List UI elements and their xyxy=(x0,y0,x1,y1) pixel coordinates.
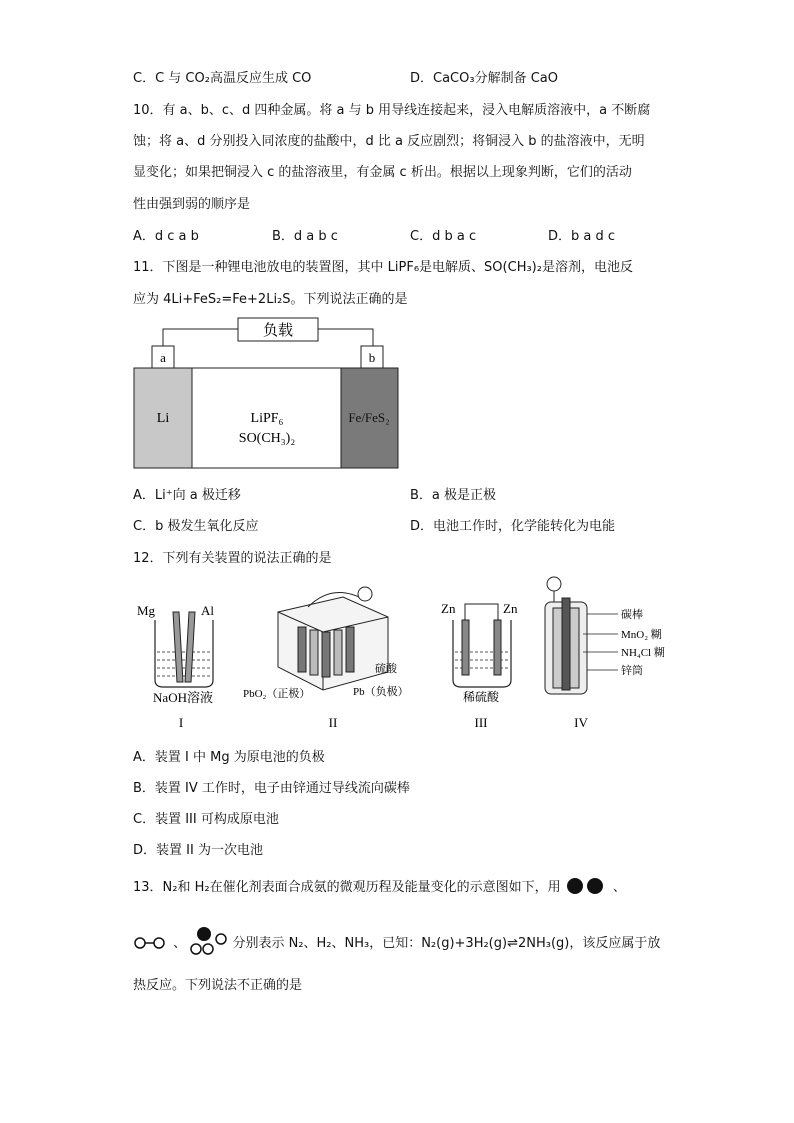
device-ii-label: II xyxy=(328,715,338,730)
device-iii xyxy=(441,601,518,730)
q13-text-1a: 13．N₂和 H₂在催化剂表面合成氨的微观历程及能量变化的示意图如下，用 xyxy=(133,880,561,895)
zn1-label: Zn xyxy=(441,601,456,616)
solvent-label: SO(CH₃)₂ xyxy=(238,431,296,446)
q13-text-2a: 、 xyxy=(173,936,187,951)
device-iv xyxy=(545,577,665,730)
q12-stem: 12．下列有关装置的说法正确的是 xyxy=(133,551,332,566)
terminal-a-label: a xyxy=(160,350,166,365)
pb-label: Pb（负极） xyxy=(353,686,409,698)
device-iii-label: III xyxy=(474,715,488,730)
q13-text-1b: 、 xyxy=(612,880,626,895)
q12-option-c: C．装置 III 可构成原电池 xyxy=(133,812,279,827)
q9-option-c: C．C 与 CO₂高温反应生成 CO xyxy=(133,71,312,86)
lithium-battery-diagram xyxy=(133,314,403,469)
device-iv-label: IV xyxy=(574,715,588,730)
q13-stem-line2 xyxy=(133,925,660,955)
q12-option-d: D．装置 II 为一次电池 xyxy=(133,843,263,858)
q10-option-b: B．d a b c xyxy=(272,229,338,244)
q11-option-d: D．电池工作时，化学能转化为电能 xyxy=(410,519,616,534)
q11-option-c: C．b 极发生氧化反应 xyxy=(133,519,259,534)
bulb-icon-iv xyxy=(547,577,561,591)
dilute-acid-label: 稀硫酸 xyxy=(462,690,500,704)
li-label: Li xyxy=(156,411,170,426)
q10-option-c: C．d b a c xyxy=(410,229,477,244)
al-label: Al xyxy=(201,603,214,618)
q10-stem-line4: 性由强到弱的顺序是 xyxy=(133,197,251,212)
load-label: 负载 xyxy=(262,323,294,339)
q12-option-a: A．装置 I 中 Mg 为原电池的负极 xyxy=(133,750,325,765)
q13-stem-line3: 热反应。下列说法不正确的是 xyxy=(133,978,303,993)
q10-stem-line3: 显变化；如果把铜浸入 c 的盐溶液里，有金属 c 析出。根据以上现象判断，它们的活动 xyxy=(133,165,632,180)
zinc-can-label: 锌筒 xyxy=(621,665,643,677)
q11-option-b: B．a 极是正极 xyxy=(410,488,497,503)
q12-option-b: B．装置 IV 工作时，电子由锌通过导线流向碳棒 xyxy=(133,781,410,796)
q11-stem-line1: 11．下图是一种锂电池放电的装置图，其中 LiPF₆是电解质、SO(CH₃)₂是溶剂，电池反 xyxy=(133,260,633,275)
q13-stem-line1 xyxy=(133,876,626,895)
nh4cl-label: NH₄Cl 糊 xyxy=(621,647,665,659)
q10-option-a: A．d c a b xyxy=(133,229,199,244)
pbo2-label: PbO₂（正极） xyxy=(243,688,311,700)
n2-molecule-icon xyxy=(565,877,609,895)
h2so4-label: 硫酸 xyxy=(375,663,397,675)
zn2-label: Zn xyxy=(503,601,518,616)
nh3-molecule-icon xyxy=(190,925,228,955)
device-ii xyxy=(243,587,409,730)
mg-label: Mg xyxy=(137,603,156,618)
q11-stem-line2: 应为 4Li+FeS₂=Fe+2Li₂S。下列说法正确的是 xyxy=(133,292,408,307)
device-i xyxy=(137,603,214,730)
q9-option-d: D．CaCO₃分解制备 CaO xyxy=(410,71,558,86)
carbon-rod-label: 碳棒 xyxy=(621,609,643,621)
q13-text-2b: 分别表示 N₂、H₂、NH₃，已知：N₂(g)+3H₂(g)⇌2NH₃(g)，该反应属于放 xyxy=(232,936,661,951)
terminal-b-label: b xyxy=(368,350,376,365)
cathode-label: Fe/FeS₂ xyxy=(348,410,390,425)
device-i-label: I xyxy=(178,715,184,730)
electrolyte-label: LiPF₆ xyxy=(250,411,284,426)
q11-option-a: A．Li⁺向 a 极迁移 xyxy=(133,488,241,503)
q10-option-d: D．b a d c xyxy=(548,229,616,244)
mno2-label: MnO₂ 糊 xyxy=(621,629,662,641)
naoh-label: NaOH溶液 xyxy=(153,690,213,705)
devices-diagram xyxy=(133,572,693,732)
q10-stem-line1: 10．有 a、b、c、d 四种金属。将 a 与 b 用导线连接起来，浸入电解质溶液中，a 不断腐 xyxy=(133,103,651,118)
bulb-icon xyxy=(358,587,372,601)
h2-molecule-icon xyxy=(133,934,169,950)
q10-stem-line2: 蚀；将 a、d 分别投入同浓度的盐酸中，d 比 a 反应剧烈；将铜浸入 b 的盐溶液中，无明 xyxy=(133,134,645,149)
